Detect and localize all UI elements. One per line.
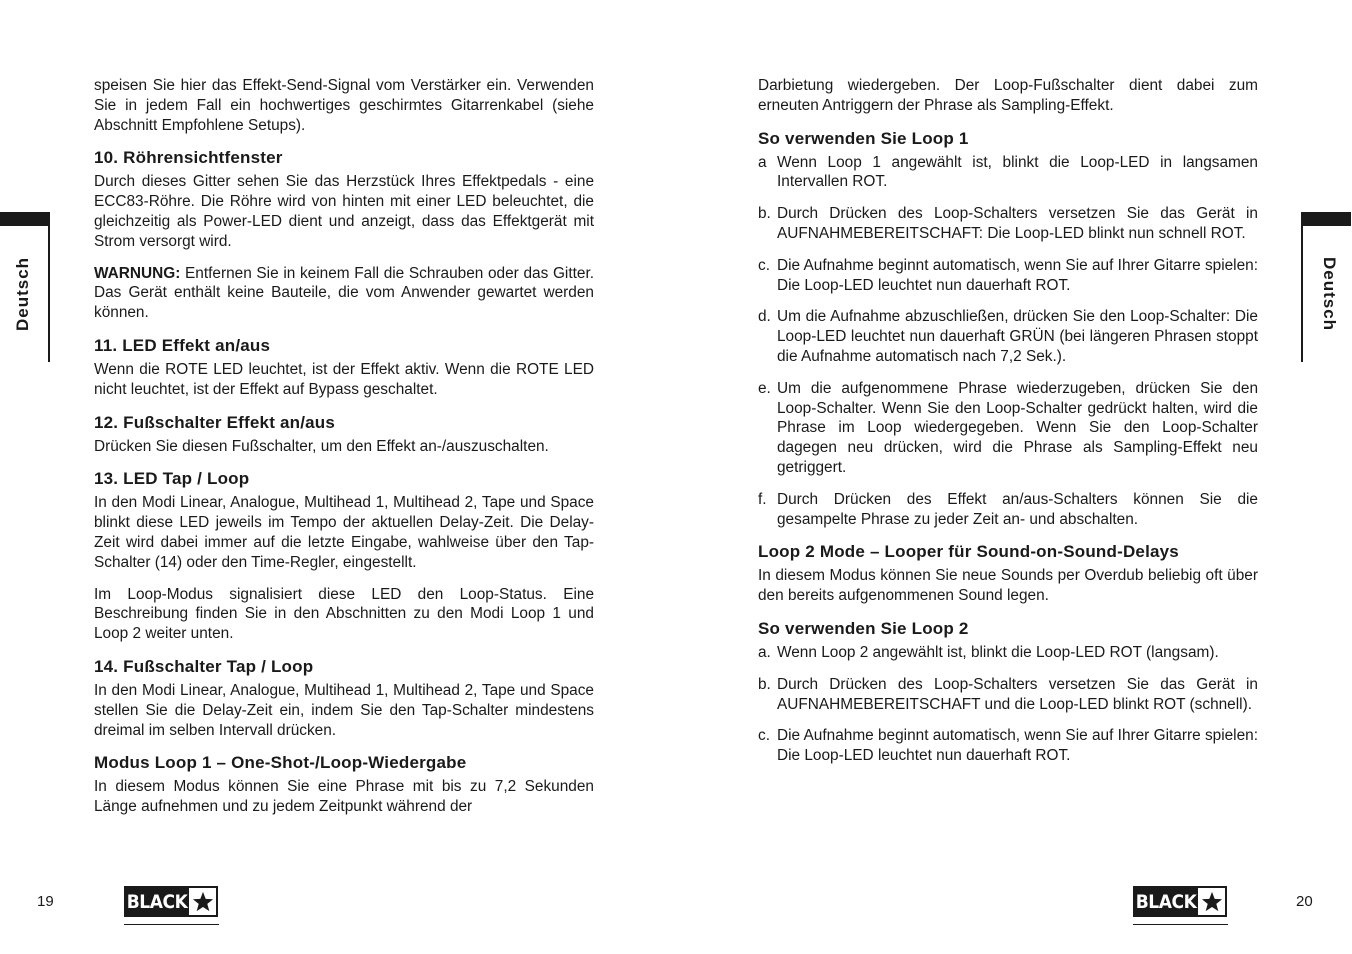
side-tab-right bbox=[1301, 212, 1351, 362]
list-marker: d. bbox=[758, 308, 771, 326]
footer-rule-right bbox=[1133, 924, 1228, 925]
list-marker: b. bbox=[758, 675, 771, 693]
logo-word: BLACK bbox=[1135, 890, 1197, 913]
intro-paragraph: Darbietung wiedergeben. Der Loop-Fußschalter dient dabei zum erneuten Antriggern der Phrase als Sampling-Effekt. bbox=[758, 77, 1258, 114]
list-item-text: Wenn Loop 1 angewählt ist, blinkt die Loop-LED in langsamen Intervallen ROT. bbox=[777, 153, 1258, 191]
list-marker: f. bbox=[758, 490, 767, 508]
list-item bbox=[758, 643, 1258, 663]
page-number-left: 19 bbox=[37, 893, 54, 910]
right-page-column bbox=[758, 76, 1258, 778]
intro-paragraph: speisen Sie hier das Effekt-Send-Signal vom Verstärker ein. Verwenden Sie in jedem Fall ein hochwertiges geschirmtes Gitarrenkabel (siehe Abschnitt Empfohlene Setups). bbox=[94, 77, 594, 134]
list-marker: a bbox=[758, 153, 767, 171]
list-item bbox=[758, 490, 1258, 530]
footer-rule-left bbox=[124, 924, 219, 925]
loop1-mode-body: In diesem Modus können Sie eine Phrase mit bis zu 7,2 Sekunden Länge aufnehmen und zu jedem Zeitpunkt während der bbox=[94, 778, 594, 816]
list-item bbox=[758, 153, 1258, 193]
list-marker: c. bbox=[758, 256, 770, 274]
section-11-heading: 11. LED Effekt an/aus bbox=[94, 335, 271, 355]
section-11-body: Wenn die ROTE LED leuchtet, ist der Effekt aktiv. Wenn die ROTE LED nicht leuchtet, ist der Effekt auf Bypass geschaltet. bbox=[94, 360, 594, 398]
warning-text: Entfernen Sie in keinem Fall die Schrauben oder das Gitter. Das Gerät enthält keine Bauteile, die vom Anwender gewartet werden können. bbox=[94, 264, 594, 322]
list-item-text: Um die aufgenommene Phrase wiederzugeben, drücken Sie den Loop-Schalter. Wenn Sie den Loop-Schalter gedrückt halten, wird die Phrase im Loop wiedergegeben. Wenn Sie den Loop-Schalter dagegen neu drücken, wird die Phrase als Sampling-Effekt neu getriggert. bbox=[777, 379, 1258, 476]
section-13-heading: 13. LED Tap / Loop bbox=[94, 469, 250, 489]
list-item-text: Durch Drücken des Loop-Schalters versetzen Sie das Gerät in AUFNAHMEBEREITSCHAFT: Die Loop-LED blinkt nun schnell ROT. bbox=[777, 205, 1258, 242]
list-item bbox=[758, 307, 1258, 366]
star-icon bbox=[1198, 888, 1225, 915]
list-item bbox=[758, 256, 1258, 296]
list-item-text: Durch Drücken des Effekt an/aus-Schalters können Sie die gesampelte Phrase zu jeder Zeit an- und abschalten. bbox=[777, 490, 1258, 528]
use-loop1-heading: So verwenden Sie Loop 1 bbox=[758, 128, 969, 148]
loop2-mode-heading: Loop 2 Mode – Looper für Sound-on-Sound-Delays bbox=[758, 542, 1179, 562]
list-item bbox=[758, 204, 1258, 244]
side-tab-label: Deutsch bbox=[13, 256, 32, 332]
list-item-text: Um die Aufnahme abzuschließen, drücken Sie den Loop-Schalter: Die Loop-LED leuchtet nun dauerhaft GRÜN (bei längeren Phrasen stoppt die Aufnahme automatisch nach 7,2 Sek.). bbox=[777, 308, 1258, 365]
side-tab-left bbox=[0, 212, 50, 362]
list-marker: a. bbox=[758, 643, 771, 661]
side-tab-label: Deutsch bbox=[1320, 256, 1339, 332]
use-loop2-heading: So verwenden Sie Loop 2 bbox=[758, 618, 969, 638]
list-item-text: Wenn Loop 2 angewählt ist, blinkt die Loop-LED ROT (langsam). bbox=[777, 643, 1219, 661]
warning-paragraph bbox=[94, 264, 594, 323]
list-marker: e. bbox=[758, 379, 771, 397]
section-10-body: Durch dieses Gitter sehen Sie das Herzstück Ihres Effektpedals - eine ECC83-Röhre. Die Röhre wird von hinten mit einer LED beleuchtet, die gleichzeitig als Power-LED dient und anzeigt, dass das Effektgerät mit Strom versorgt wird. bbox=[94, 173, 594, 250]
list-item-text: Durch Drücken des Loop-Schalters versetzen Sie das Gerät in AUFNAHMEBEREITSCHAFT und die Loop-LED blinkt ROT (schnell). bbox=[777, 675, 1258, 713]
warning-label: WARNUNG: bbox=[94, 264, 181, 282]
list-item bbox=[758, 379, 1258, 478]
brand-logo-left bbox=[124, 886, 218, 917]
use-loop1-list bbox=[758, 153, 1258, 530]
logo-word: BLACK bbox=[126, 890, 188, 913]
star-icon bbox=[189, 888, 216, 915]
section-14-heading: 14. Fußschalter Tap / Loop bbox=[94, 656, 314, 676]
list-marker: c. bbox=[758, 727, 770, 745]
loop2-mode-body: In diesem Modus können Sie neue Sounds per Overdub beliebig oft über den bereits aufgenommenen Sound legen. bbox=[758, 567, 1258, 605]
list-marker: b. bbox=[758, 205, 771, 223]
list-item bbox=[758, 726, 1258, 766]
section-10-heading: 10. Röhrensichtfenster bbox=[94, 148, 283, 168]
section-14-body: In den Modi Linear, Analogue, Multihead 1, Multihead 2, Tape und Space stellen Sie die Delay-Zeit ein, indem Sie den Tap-Schalter mindestens dreimal im selben Intervall drücken. bbox=[94, 681, 594, 739]
list-item-text: Die Aufnahme beginnt automatisch, wenn Sie auf Ihrer Gitarre spielen: Die Loop-LED leuchtet nun dauerhaft ROT. bbox=[777, 256, 1258, 294]
section-13-body-1: In den Modi Linear, Analogue, Multihead 1, Multihead 2, Tape und Space blinkt diese LED jeweils im Tempo der aktuellen Delay-Zeit. Die Delay-Zeit wird dabei immer auf die letzte Eingabe, wahlweise über den Tap-Schalter (14) oder den Time-Regler, eingestellt. bbox=[94, 494, 594, 571]
left-page-column bbox=[94, 76, 594, 829]
section-13-body-2: Im Loop-Modus signalisiert diese LED den Loop-Status. Eine Beschreibung finden Sie in den Abschnitten zu den Modi Loop 1 und Loop 2 weiter unten. bbox=[94, 585, 594, 643]
list-item-text: Die Aufnahme beginnt automatisch, wenn Sie auf Ihrer Gitarre spielen: Die Loop-LED leuchtet nun dauerhaft ROT. bbox=[777, 727, 1258, 765]
section-12-heading: 12. Fußschalter Effekt an/aus bbox=[94, 412, 336, 432]
loop1-mode-heading: Modus Loop 1 – One-Shot-/Loop-Wiedergabe bbox=[94, 753, 467, 773]
section-12-body: Drücken Sie diesen Fußschalter, um den Effekt an-/auszuschalten. bbox=[94, 437, 549, 455]
brand-logo-right bbox=[1133, 886, 1227, 917]
list-item bbox=[758, 675, 1258, 715]
use-loop2-list bbox=[758, 643, 1258, 766]
page-number-right: 20 bbox=[1296, 893, 1313, 910]
